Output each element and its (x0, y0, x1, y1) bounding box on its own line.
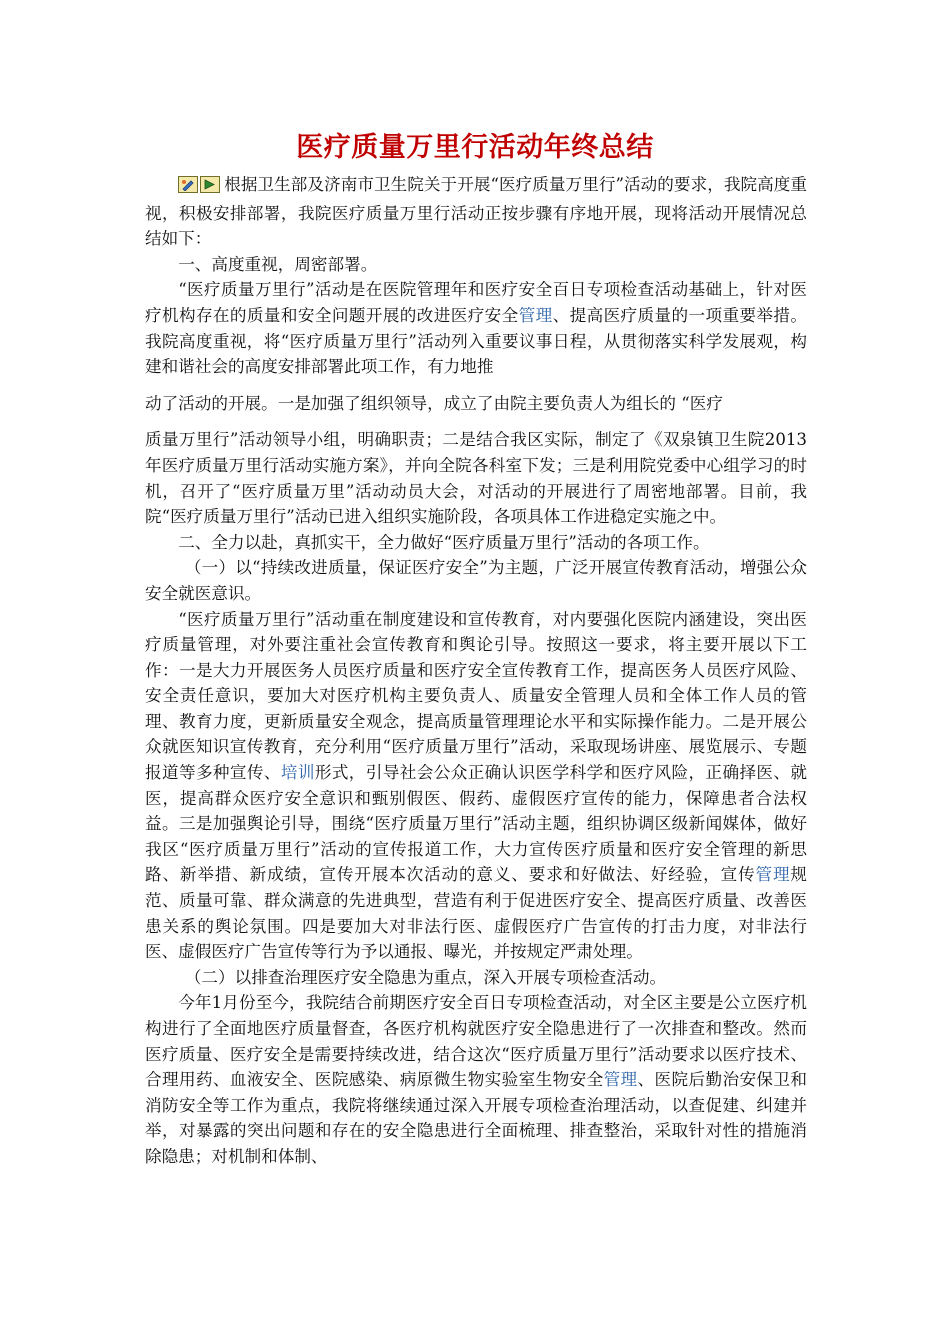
text-run: 形式，引导社会公众正确认识医学科学和医疗风险，正确择医、就医，提高群众医疗安全意识和甄别假医、假药、虚假医疗宣传的能力，保障患者合法权益。三是加强舆论引导，围绕“医疗质量万里行”活动主题，组织协调区级新闻媒体，做好我区“医疗质量万里行”活动的宣传报道工作，大力宣传医疗质量和医疗安全管理的新思路、新举措、新成绩，宣传开展本次活动的意义、要求和好做法、好经验，宣传 (145, 763, 807, 885)
paragraph-section-2-2 (145, 990, 807, 1169)
heading-section-2-2: （二）以排查治理医疗安全隐患为重点，深入开展专项检查活动。 (184, 967, 667, 987)
text-run: 规范、质量可靠、群众满意的先进典型，营造有利于促进医疗安全、提高医疗质量、改善医患关系的舆论氛围。四是要加大对非法行医、虚假医疗广告宣传的打击力度，对非法行医、虚假医疗广告宣传等行为予以通报、曝光，并按规定严肃处理。 (145, 865, 808, 962)
paragraph-intro (145, 172, 807, 252)
text-run: 、医院后勤治安保卫和消防安全等工作为重点，我院将继续通过深入开展专项检查治理活动，以查促建、纠建并举，对暴露的突出问题和存在的安全隐患进行全面梳理、排查整治，采取针对性的措施消除隐患；对机制和体制、 (145, 1070, 807, 1166)
link-management-1[interactable]: 管理 (518, 305, 553, 325)
paragraph-section-1a (145, 277, 807, 379)
text-run: 、提高医疗质量的一项重要举措。我院高度重视，将“医疗质量万里行”活动列入重要议事日程，从贯彻落实科学发展观，构建和谐社会的高度安排部署此项工作，有力地推 (145, 305, 807, 377)
heading-section-2: 二、全力以赴，真抓实干，全力做好“医疗质量万里行”活动的各项工作。 (178, 532, 710, 552)
link-management-3[interactable]: 管理 (603, 1070, 638, 1090)
heading-section-2-1: （一）以“持续改进质量，保证医疗安全”为主题，广泛开展宣传教育活动，增强公众安全就医意识。 (145, 558, 807, 603)
link-training[interactable]: 培训 (280, 763, 315, 783)
inline-icons (178, 175, 222, 201)
heading-section-1: 一、高度重视，周密部署。 (178, 254, 378, 274)
text-run: “医疗质量万里行”活动是在医院管理年和医疗安全百日专项检查活动基础上，针对医疗机构存在的质量和安全问题开展的改进医疗安全 (145, 280, 807, 325)
paragraph-section-2-1 (145, 607, 807, 965)
text-run: 今年1月份至今，我院结合前期医疗安全百日专项检查活动，对全区主要是公立医疗机构进行了全面地医疗质量督查，各医疗机构就医疗安全隐患进行了一次排查和整改。然而医疗质量、医疗安全是需要持续改进，结合这次“医疗质量万里行”活动要求以医疗技术、合理用药、血液安全、医院感染、病原微生物实验室生物安全 (145, 993, 807, 1090)
paragraph-intro-text: 根据卫生部及济南市卫生院关于开展“医疗质量万里行”活动的要求，我院高度重视，积极安排部署，我院医疗质量万里行活动正按步骤有序地开展，现将活动开展情况总结如下： (145, 175, 807, 249)
paragraph-section-1b: 动了活动的开展。一是加强了组织领导，成立了由院主要负责人为组长的 “医疗 (145, 393, 723, 413)
document-title: 医疗质量万里行活动年终总结 (296, 132, 654, 163)
text-run: “医疗质量万里行”活动重在制度建设和宣传教育，对内要强化医院内涵建设，突出医疗质量管理，对外要注重社会宣传教育和舆论引导。按照这一要求，将主要开展以下工作：一是大力开展医务人员医疗质量和医疗安全宣传教育工作，提高医务人员医疗风险、安全责任意识，要加大对医疗机构主要负责人、质量安全管理人员和全体工作人员的管理、教育力度，更新质量安全观念，提高质量管理理论水平和实际操作能力。二是开展公众就医知识宣传教育，充分利用“医疗质量万里行”活动，采取现场讲座、展览展示、专题报道等多种宣传、 (145, 609, 807, 783)
edit-icon[interactable] (178, 176, 198, 193)
document-body (145, 172, 807, 1170)
paragraph-section-1c: 质量万里行”活动领导小组，明确职责；二是结合我区实际，制定了《双泉镇卫生院2013年医疗质量万里行活动实施方案》，并向全院各科室下发；三是利用院党委中心组学习的时机，召开了“医疗质量万里”活动动员大会，对活动的开展进行了周密地部署。目前，我院“医疗质量万里行”活动已进入组织实施阶段，各项具体工作进稳定实施之中。 (145, 430, 807, 527)
link-management-2[interactable]: 管理 (755, 865, 791, 885)
arrow-icon[interactable] (200, 176, 220, 193)
